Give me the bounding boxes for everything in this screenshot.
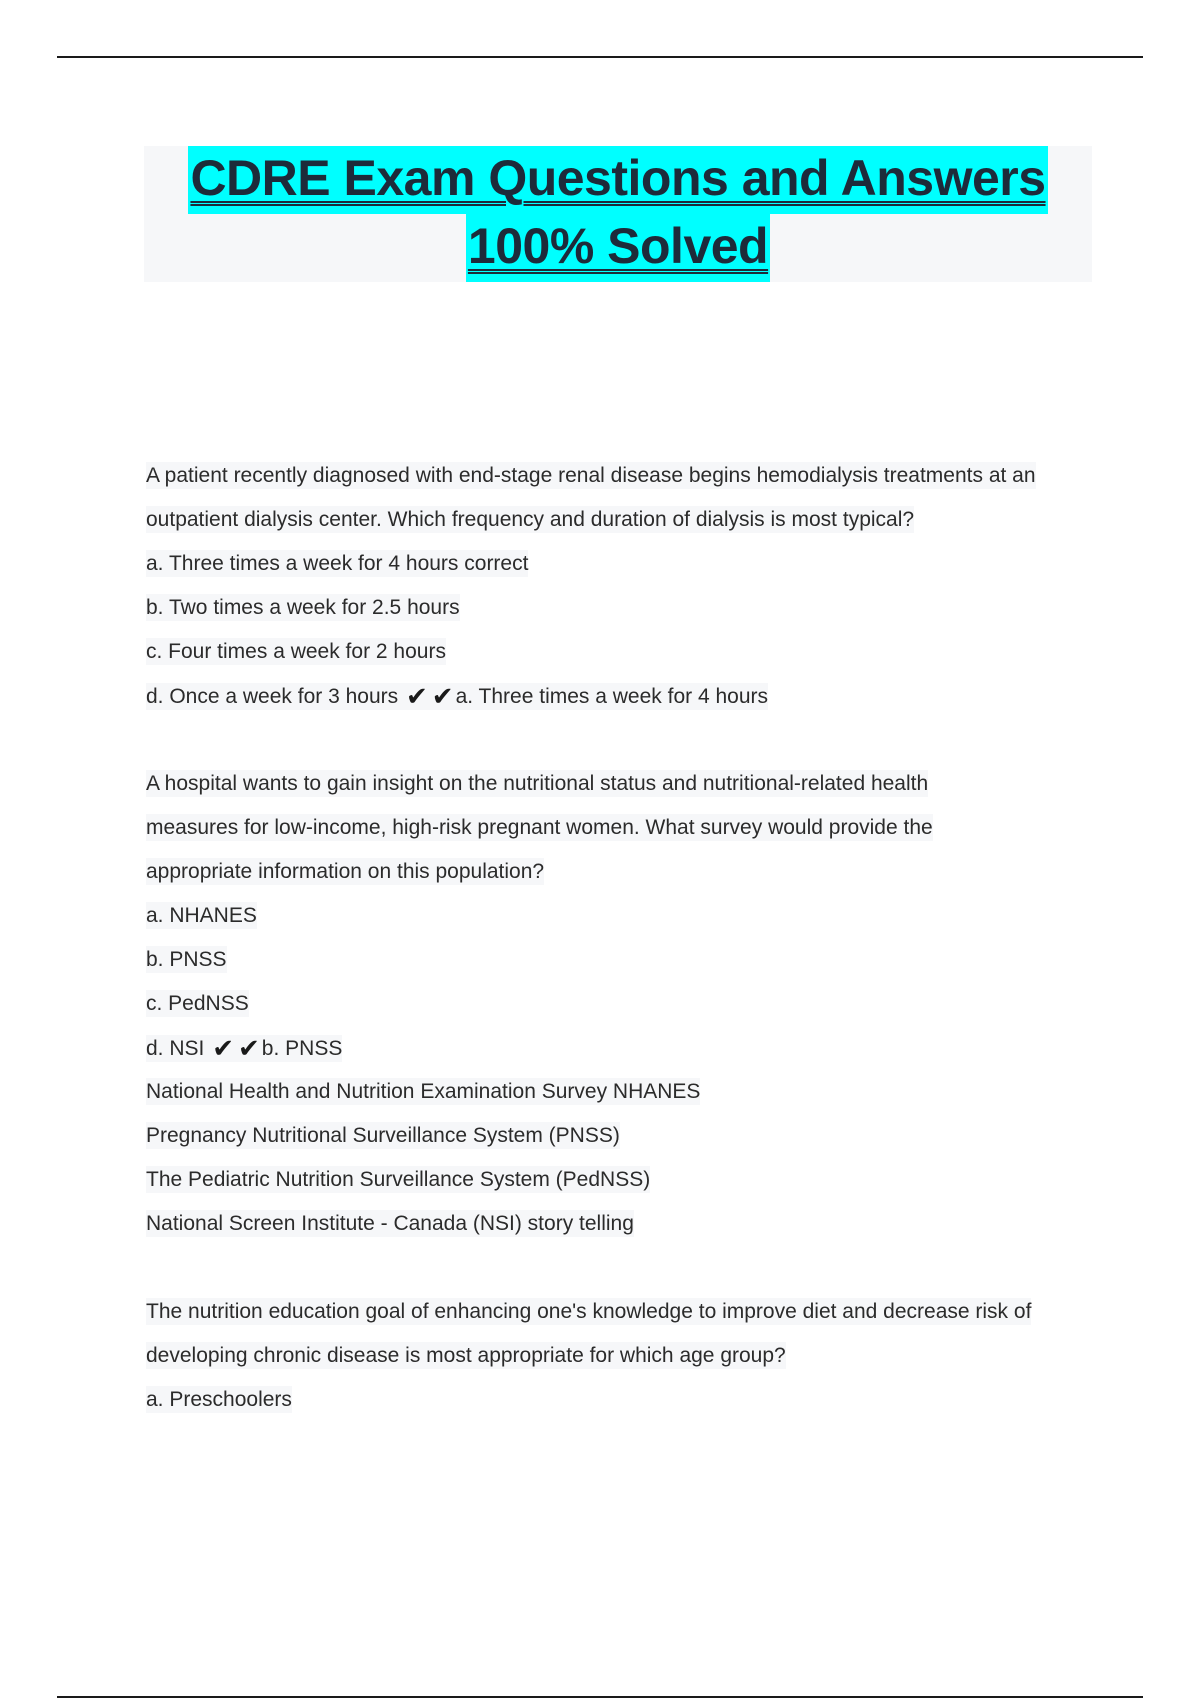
q1-text-line-2: outpatient dialysis center. Which frequency and duration of dialysis is most typical?	[146, 508, 915, 531]
q2-note-4: National Screen Institute - Canada (NSI) story telling	[146, 1212, 634, 1235]
q2-option-a: a. NHANES	[146, 904, 257, 927]
q2-text-line-1: A hospital wants to gain insight on the nutritional status and nutritional-related health	[146, 772, 929, 795]
document-body	[146, 454, 1146, 1422]
q2-note-1: National Health and Nutrition Examination Survey NHANES	[146, 1080, 701, 1103]
checkmark-icon: ✔	[238, 1033, 260, 1063]
q1-text-line-1: A patient recently diagnosed with end-stage renal disease begins hemodialysis treatments at an	[146, 464, 1036, 487]
q3-text-line-1: The nutrition education goal of enhancing one's knowledge to improve diet and decrease risk of	[146, 1300, 1032, 1323]
q2-text-line-3: appropriate information on this population?	[146, 860, 545, 883]
q2-option-d: d. NSI	[146, 1037, 205, 1060]
q1-option-d-with-answer	[146, 674, 768, 718]
q3-option-a: a. Preschoolers	[146, 1388, 292, 1411]
top-rule	[57, 56, 1143, 58]
q3-text-line-2: developing chronic disease is most appropriate for which age group?	[146, 1344, 786, 1367]
checkmark-icon: ✔	[405, 681, 428, 711]
q1-answer: a. Three times a week for 4 hours	[455, 685, 769, 708]
q2-note-2: Pregnancy Nutritional Surveillance System (PNSS)	[146, 1124, 620, 1147]
q2-answer: b. PNSS	[261, 1037, 343, 1060]
q1-option-c: c. Four times a week for 2 hours	[146, 640, 446, 663]
q1-option-d: d. Once a week for 3 hours	[146, 685, 399, 708]
q2-option-b: b. PNSS	[146, 948, 227, 971]
q2-note-3: The Pediatric Nutrition Surveillance System (PedNSS)	[146, 1168, 651, 1191]
title-block	[144, 146, 1092, 282]
q1-option-a: a. Three times a week for 4 hours correct	[146, 552, 529, 575]
checkmark-icon: ✔	[431, 681, 454, 711]
spacer	[146, 1246, 1146, 1290]
q2-option-d-with-answer	[146, 1026, 342, 1070]
q1-option-b: b. Two times a week for 2.5 hours	[146, 596, 460, 619]
page-title-line-1: CDRE Exam Questions and Answers	[188, 146, 1047, 214]
spacer	[146, 718, 1146, 762]
q2-text-line-2: measures for low-income, high-risk pregnant women. What survey would provide the	[146, 816, 933, 839]
q2-option-c: c. PedNSS	[146, 992, 249, 1015]
page-title-line-2: 100% Solved	[466, 214, 770, 282]
bottom-rule	[57, 1696, 1143, 1698]
checkmark-icon: ✔	[212, 1033, 234, 1063]
